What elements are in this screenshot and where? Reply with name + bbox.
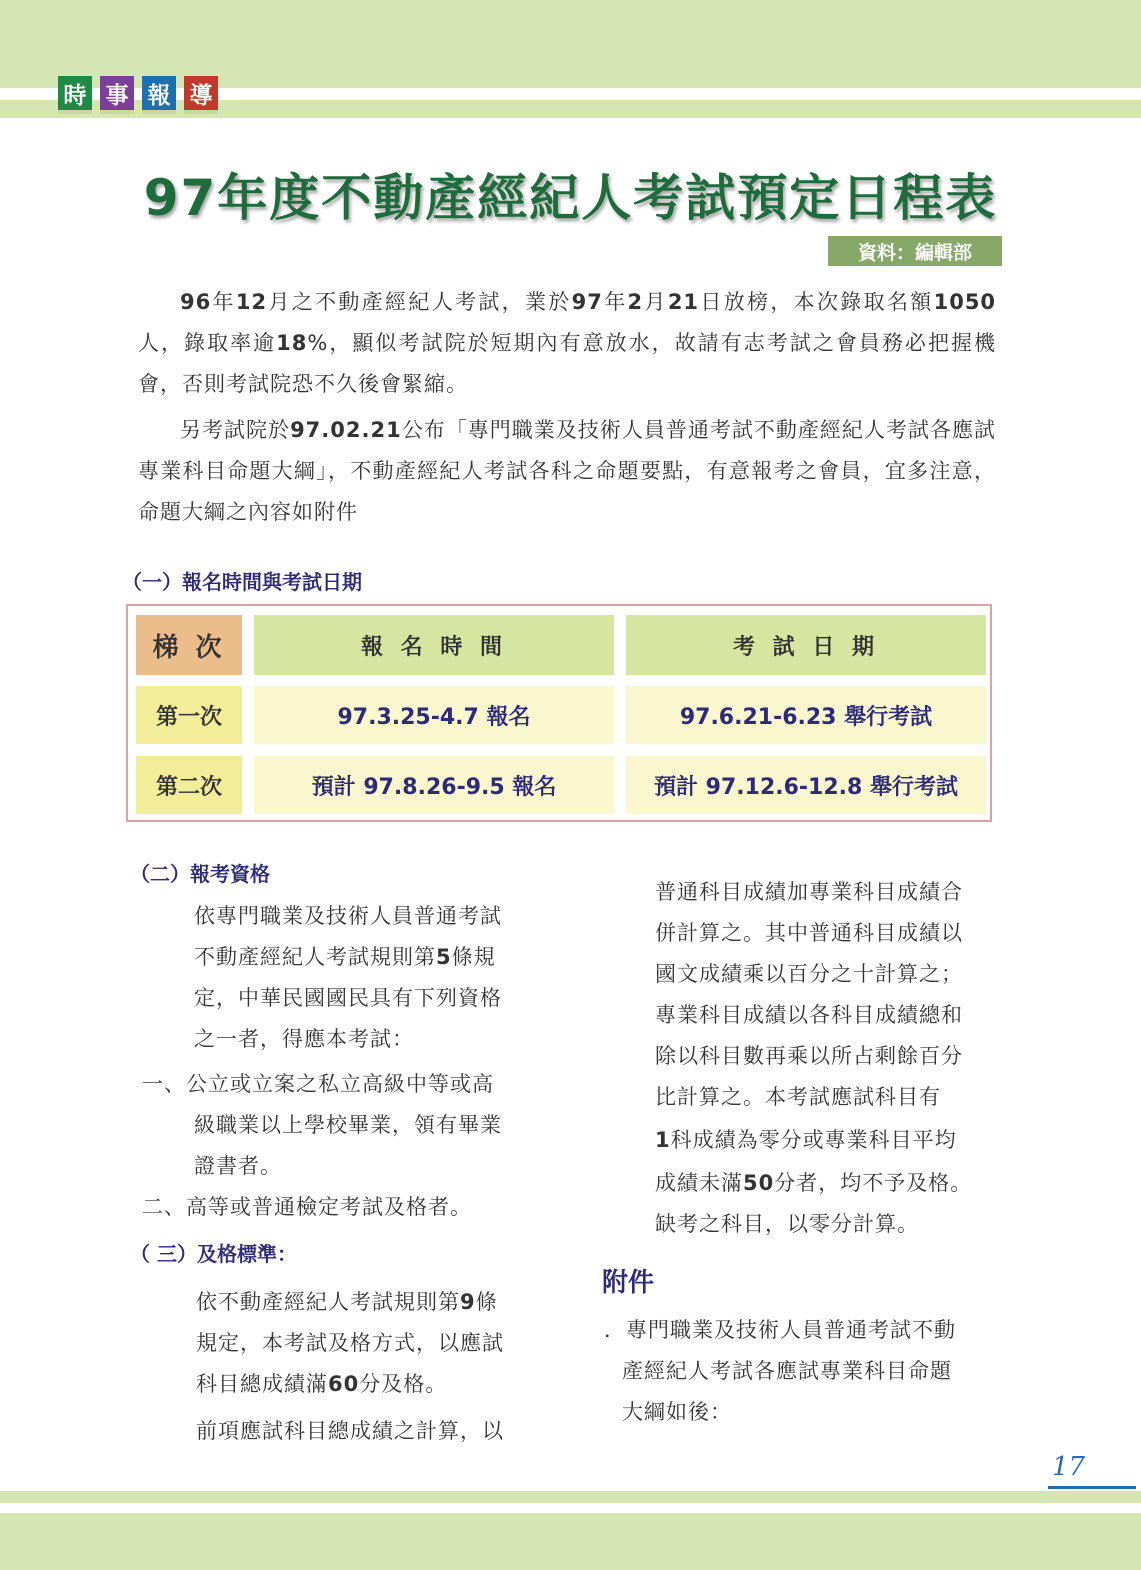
eligibility-item-2: 二、高等或普通檢定考試及格者。 [142, 1195, 472, 1219]
right-column-text: 普通科目成績加專業科目成績合 併計算之。其中普通科目成績以 國文成績乘以百分之十計算之； 專業科目成績以各科目成績總和 除以科目數再乘以所占剩餘百分 比計算之。本考試應試科目有 1科成績為零分或專業科目平均 成績未滿50分者，均不予及格。 缺考之科目，以零分計算。 [655, 880, 973, 1236]
section-tag: 時 [58, 76, 92, 114]
table-cell-registration: 97.3.25-4.7 報名 [254, 686, 614, 744]
source-badge: 資料：編輯部 [828, 236, 1002, 266]
table-header-exam-date: 考 試 日 期 [626, 615, 986, 675]
top-decor-band [0, 0, 1141, 88]
table-cell-registration: 預計 97.8.26-9.5 報名 [254, 756, 614, 814]
table-row-label: 第一次 [136, 686, 242, 744]
section-tag: 導 [184, 76, 218, 114]
section-tags [58, 76, 218, 114]
page-number: 17 [1052, 1452, 1086, 1482]
table-header-batch: 梯 次 [136, 615, 242, 675]
table-cell-exam: 預計 97.12.6-12.8 舉行考試 [626, 756, 986, 814]
section-heading-3: （ 三）及格標準： [130, 1242, 297, 1266]
bottom-decor-band [0, 1513, 1141, 1570]
bottom-thin-band [0, 1491, 1141, 1503]
section-tag: 事 [100, 76, 134, 114]
appendix-title: 附件 [602, 1268, 655, 1298]
eligibility-item-1: 一、公立或立案之私立高級中等或高 級職業以上學校畢業，領有畢業 證書者。 [142, 1072, 502, 1178]
section-heading-1: （一）報名時間與考試日期 [122, 570, 362, 594]
intro-paragraph-2: 另考試院於97.02.21公布「專門職業及技術人員普通考試不動產經紀人考試各應試專業科目命題大綱」，不動產經紀人考試各科之命題要點，有意報考之會員，宜多注意，命題大綱之內容如附件 [138, 418, 997, 524]
eligibility-text: 依專門職業及技術人員普通考試 不動產經紀人考試規則第5條規 定，中華民國國民具有下列資格 之一者，得應本考試： [194, 904, 502, 1051]
table-cell-exam: 97.6.21-6.23 舉行考試 [626, 686, 986, 744]
table-header-registration: 報 名 時 間 [254, 615, 614, 675]
intro-paragraph-1: 96年12月之不動產經紀人考試，業於97年2月21日放榜，本次錄取名額1050人，錄取率逾18%，顯似考試院於短期內有意放水，故請有志考試之會員務必把握機會，否則考試院恐不久後會緊縮。 [138, 290, 997, 396]
page-title: 97年度不動產經紀人考試預定日程表 [143, 169, 998, 227]
page-number-rule [1048, 1486, 1136, 1489]
section-heading-2: （二）報考資格 [130, 862, 270, 886]
table-row-label: 第二次 [136, 756, 242, 814]
passing-criteria-text: 依不動產經紀人考試規則第9條 規定，本考試及格方式，以應試 科目總成績滿60分及格。 前項應試科目總成績之計算，以 [196, 1290, 504, 1443]
section-tag: 報 [142, 76, 176, 114]
schedule-table [126, 604, 992, 822]
appendix-text: ．專門職業及技術人員普通考試不動 產經紀人考試各應試專業科目命題 大綱如後： [604, 1318, 956, 1424]
